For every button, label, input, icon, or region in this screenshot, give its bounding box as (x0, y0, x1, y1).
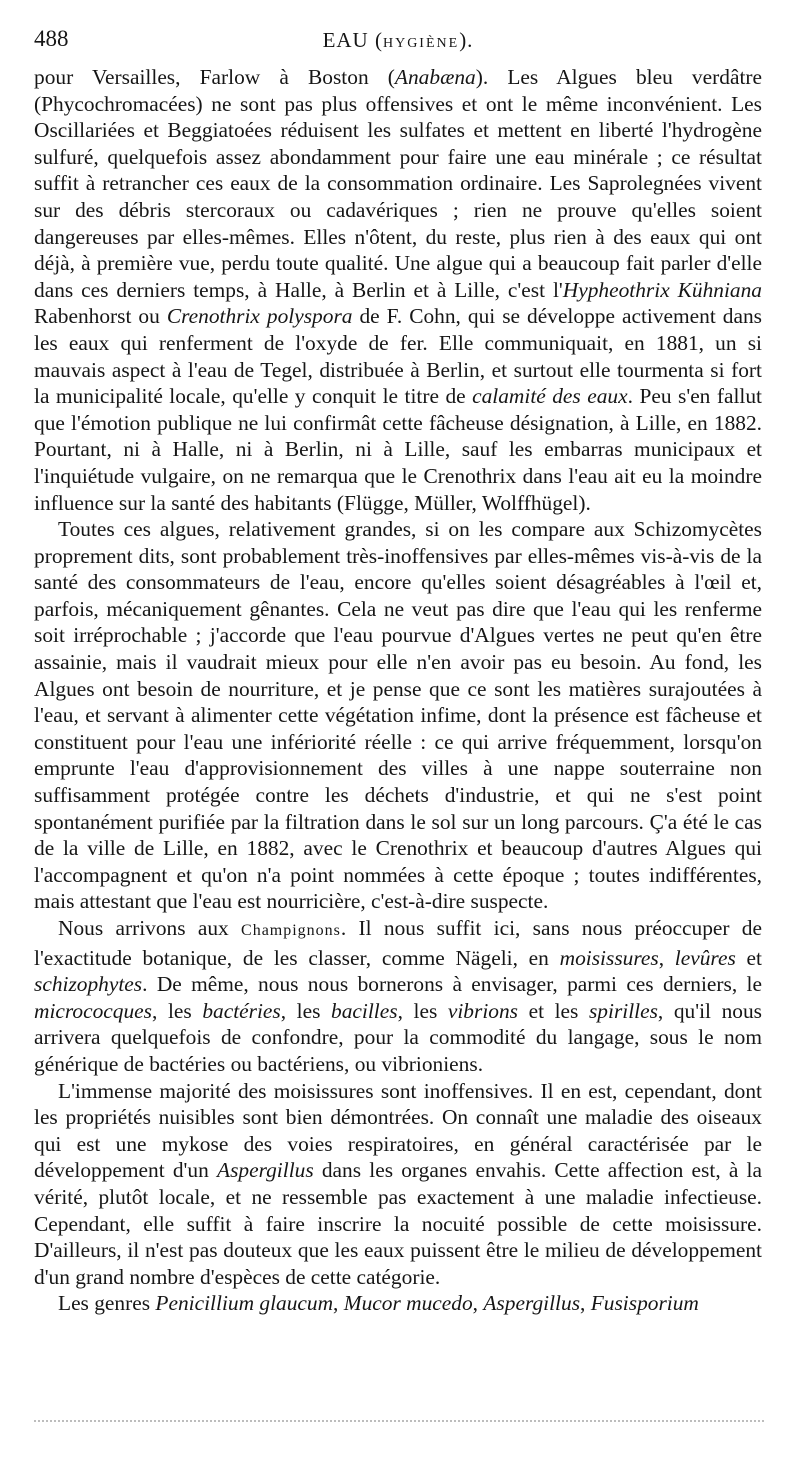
paragraph (34, 516, 762, 915)
italic-text: micrococques (34, 998, 153, 1023)
page-number: 488 (34, 26, 69, 51)
italic-text: vibrions (447, 998, 518, 1023)
paragraph (34, 64, 762, 516)
running-head-main: EAU ( (322, 28, 383, 52)
text-segment: , les (397, 998, 448, 1023)
text-segment: , (333, 1291, 344, 1316)
text-segment: , (472, 1291, 484, 1316)
running-head (34, 28, 762, 53)
italic-text: Crenothrix polyspora (166, 304, 353, 329)
italic-text: bacilles (331, 998, 398, 1023)
italic-text: schizophytes (34, 972, 143, 997)
text-segment: Nous arrivons aux (58, 916, 242, 940)
italic-text: calamité des eaux (472, 384, 628, 409)
text-segment: , qu'il nous arrivera quelquefois de confondre, pour la commodité du langage, sous le nom générique de bactéries ou bactériens, ou vibrioniens. (34, 998, 762, 1076)
italic-text: moisissures (559, 945, 659, 970)
text-segment: , (658, 945, 675, 970)
text-segment: pour Versailles, Farlow à Boston ( (34, 65, 395, 89)
text-segment: Les genres (58, 1291, 156, 1316)
italic-text: Fusisporium (590, 1291, 699, 1316)
text-segment: ). Les Algues bleu verdâtre (Phycochromacées) ne sont pas plus offensives et ont le même inconvénient. Les Oscillariées et Beggiatoées réduisent les sulfates et mettent en liberté l'hydrogène sulfuré, quelquefois assez abondamment pour faire une eau minérale ; ce résultat suffit à retrancher ces eaux de la consommation ordinaire. Les Saprolegnées vivent sur des débris stercoraux ou cadavériques ; rien ne prouve qu'elles soient dangereuses par elles-mêmes. Elles n'ôtent, du reste, plus rien à des eaux qui ont déjà, à première vue, perdu toute qualité. Une algue qui a beaucoup fait parler d'elle dans ces derniers temps, à Halle, à Berlin et à Lille, c'est l' (34, 65, 762, 302)
italic-text: bactéries (202, 998, 281, 1023)
text-segment: . Il nous suffit ici, sans nous préoccuper de l'exactitude botanique, de les classer, comme Nägeli, en (34, 916, 762, 970)
page-header (34, 26, 762, 56)
paragraph (34, 1078, 762, 1291)
italic-text: Anabæna (394, 65, 476, 89)
text-segment: . De même, nous nous bornerons à envisager, parmi ces derniers, le (142, 972, 762, 997)
text-segment: L'immense majorité des moisissures sont inoffensives. Il en est, cependant, dont les propriétés nuisibles sont bien démontrées. On connaît une maladie des oiseaux qui est une mykose des voies respiratoires, en général caractérisée par le développement d'un (34, 1078, 762, 1183)
text-segment: Rabenhorst ou (34, 304, 167, 329)
paragraph (34, 1290, 762, 1317)
text-segment: et (735, 945, 762, 970)
text-segment: , les (280, 998, 332, 1023)
text-segment: de F. Cohn, qui se développe activement dans les eaux qui renferment de l'oxyde de fer. Elle communiquait, en 1881, un si mauvais aspect à l'eau de Tegel, distribuée à Berlin, et surtout elle tourmenta si fort la municipalité locale, qu'elle y conquit le titre de (34, 304, 763, 409)
text-segment: dans les organes envahis. Cette affection est, à la vérité, plutôt locale, et ne ressemble pas exactement à une maladie infectieuse. Cependant, elle suffit à faire inscrire la nocuité possible de cette moisissure. D'ailleurs, il n'est pas douteux que les eaux puissent être le milieu de développement d'un grand nombre d'espèces de cette catégorie. (34, 1158, 762, 1289)
running-head-end: ). (459, 28, 474, 52)
running-head-small: HYGIÈNE (382, 36, 460, 51)
italic-text: Aspergillus (217, 1158, 314, 1183)
italic-text: Mucor mucedo (343, 1291, 473, 1316)
smallcaps-text: Champignons (241, 922, 341, 939)
italic-text: levûres (674, 945, 736, 970)
italic-text: Penicillium glaucum (155, 1291, 334, 1316)
text-segment: et les (518, 998, 589, 1023)
body-text (34, 64, 762, 1317)
italic-text: Aspergillus (483, 1291, 581, 1316)
text-segment: . Peu s'en fallut que l'émotion publique ne lui confirmât cette fâcheuse désignation, à Lille, en 1882. Pourtant, ni à Halle, ni à Berlin, ni à Lille, sauf les embarras municipaux et l'inquiétude vulgaire, on ne remarqua que le Crenothrix dans l'eau ait eu la moindre influence sur la santé des habitants (Flügge, Müller, Wolffhügel). (34, 384, 762, 515)
text-segment: Toutes ces algues, relativement grandes, si on les compare aux Schizomycètes proprement dits, sont probablement très-inoffensives par elles-mêmes vis-à-vis de la santé des consommateurs de l'eau, encore qu'elles soient désagréables à l'œil et, parfois, mécaniquement gênantes. Cela ne veut pas dire que l'eau qui les renferme soit irréprochable ; j'accorde que l'eau pourvue d'Algues vertes ne peut qu'en être assainie, mais il vaudrait mieux pour elle n'en avoir pas eu besoin. Au fond, les Algues ont besoin de nourriture, et je pense que ce sont les matières surajoutées à l'eau, et servant à alimenter cette végétation infime, dont la présence est fâcheuse et constituent pour l'eau une infériorité réelle : ce qui arrive fréquemment, lorsqu'on emprunte l'eau d'approvisionnement des villes à une nappe souterraine non suffisamment protégée contre les déchets d'industrie, et qui ne s'est point spontanément purifiée par la filtration dans le sol sur un long parcours. Ç'a été le cas de la ville de Lille, en 1882, avec le Crenothrix et beaucoup d'autres Algues qui l'accompagnent et qu'on n'a point nommées à cette époque ; toutes indifférentes, mais attestant que l'eau est nourricière, c'est-à-dire suspecte. (34, 517, 762, 914)
italic-text: spirilles (588, 998, 658, 1023)
italic-text: Hypheothrix Kühniana (562, 277, 763, 302)
text-segment: , (580, 1291, 591, 1316)
text-segment: , les (152, 998, 203, 1023)
paragraph (34, 915, 762, 1078)
footer-rule (34, 1420, 764, 1422)
